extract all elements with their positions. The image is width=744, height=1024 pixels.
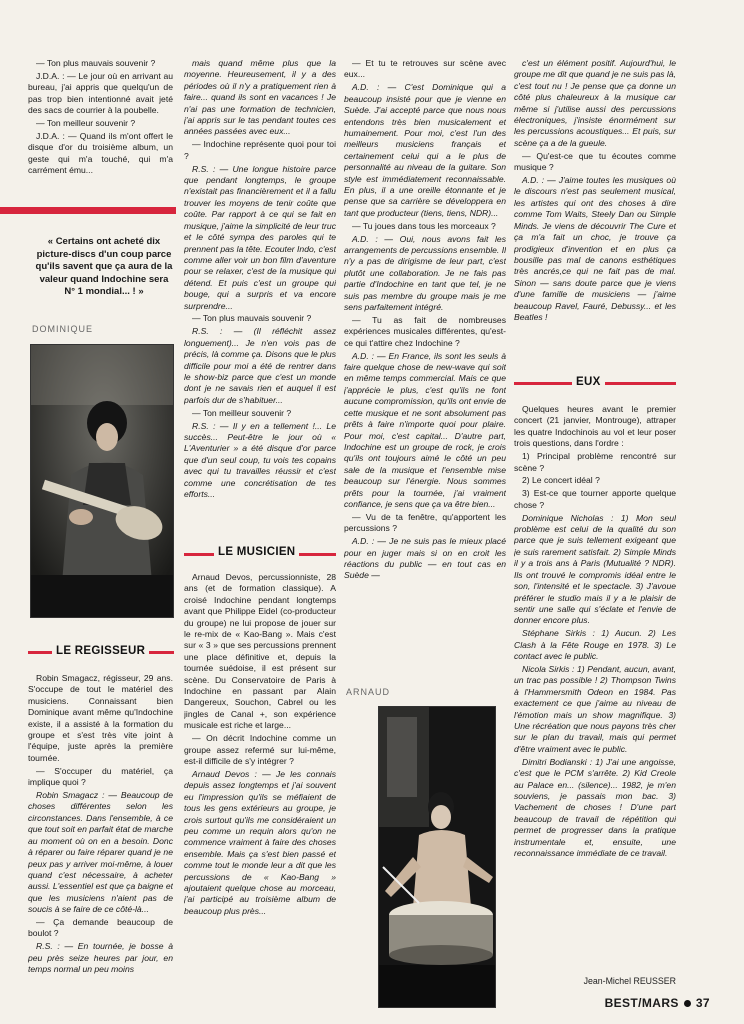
paragraph: Nicola Sirkis : 1) Pendant, aucun, avant, un trac pas possible ! 2) Thompson Twins à l'Hammersmith Odeon en 1984. Pas exactement ce que j'aime au niveau de l'émotion mais un show magnifique. 3) Une récréation que nous payons très cher sur le plan du travail, mais qui permet d'être vraiment avec le public. <box>514 663 676 754</box>
column-4-top <box>514 58 676 358</box>
paragraph: R.S. : — Une longue histoire parce que pendant longtemps, le groupe n'existait pas financièrement et il a fallu trouver les moyens de tenir coûte que coûte. Par rapport à ce qui se fait en musique, j'aime la simplicité de leur truc et le côté sympa des paroles qui te prennent pas la tête. Ecouter Indo, c'est comme aller voir un bon film d'aventure pour se relaxer, c'est de la musique qui détend. Et puis c'est un groupe qui bouge, qui a surpris et va encore surprendre... <box>184 163 336 311</box>
paragraph: Dominique Nicholas : 1) Mon seul problème est celui de la qualité du son parce que je suis tellement exigeant que je suis rarement satisfait. 2) Simple Minds il y a trois ans à Paris (Mutualité ? NDR). Ils ont trouvé le compromis idéal entre le son, l'intensité et le spectacle. 3) J'avoue préférer le studio mais il y a le plaisir de sentir une salle qui s'éclate et l'envie de donner encore plus. <box>514 512 676 626</box>
paragraph: Arnaud Devos : — Je les connais depuis assez longtemps et j'ai souvent eu l'impression qu'ils se méfiaient de tous les gens extérieurs au groupe, je crois surtout qu'ils me considéraient un peu comme un requin alors qu'on ne commence vraiment à faire des choses ensemble. Mais ça s'est bien passé et comme tout le monde leur a dit que les percussions de « Kao-Bang » ajoutaient quelque chose au morceau, j'ai participé au troisième album de beaucoup plus près... <box>184 768 336 916</box>
paragraph: A.D. : — Oui, nous avons fait les arrangements de percussions ensemble. Il n'y a pas de dirigisme de leur part, c'est plutôt une collaboration. Je ne fais pas partie d'Indochine en tant que tel, je ne suis pas membre du groupe mais je me sens parfaitement intégré. <box>344 233 506 313</box>
page-number: 37 <box>695 996 710 1010</box>
paragraph: — Indochine représente quoi pour toi ? <box>184 139 336 161</box>
red-divider <box>0 207 176 214</box>
column-3 <box>344 58 506 690</box>
paragraph: 3) Est-ce que tourner apporte quelque chose ? <box>514 488 676 510</box>
photo-arnaud-percussionist <box>378 706 496 1008</box>
paragraph: — Ton plus mauvais souvenir ? <box>192 313 312 324</box>
paragraph: J.D.A. : — Le jour où en arrivant au bureau, j'ai appris que quelqu'un de pas trop bien intentionné avait jeté des sacs de courrier à la poubelle. <box>28 70 173 116</box>
column-4-bottom <box>514 404 676 960</box>
guitarist-image <box>31 345 174 618</box>
paragraph: — S'occuper du matériel, ça implique quoi ? <box>28 765 173 788</box>
paragraph: Robin Smagacz, régisseur, 29 ans. S'occupe de tout le matériel des musiciens. Connaissant bien Dominique avant même qu'Indochine existe, il a assisté à la formation du groupe et s'est très vite joint à l'équipe, juste après la première tournée. <box>28 673 173 763</box>
column-1-top <box>28 58 173 193</box>
paragraph: 2) Le concert idéal ? <box>522 475 600 486</box>
paragraph: — Ton meilleur souvenir ? <box>36 118 136 129</box>
paragraph: Robin Smagacz : — Beaucoup de choses différentes selon les circonstances. Dans l'ensemble, à ce que tout soit en parfait état de marche au moment où on en a besoin. Donc à réparer ou faire réparer quand je ne peux pas y arriver moi-même, à louer quand c'est nécessaire, à acheter aussi. L'essentiel est que ça baigne et que les musiciens n'aient pas de soucis à se faire de ce côté-là... <box>28 790 173 915</box>
paragraph: mais quand même plus que la moyenne. Heureusement, il y a des périodes où il n'y a pratiquement rien à faire... quand ils sont en vacances ! Je n'ai pas une formation de technicien, j'ai appris sur le tas pendant toutes ces années passées avec eux... <box>184 58 336 137</box>
photo-credit-arnaud: ARNAUD <box>346 687 391 697</box>
paragraph: — Tu as fait de nombreuses expériences musicales différentes, qu'est-ce qui t'attire chez Indochine ? <box>344 314 506 348</box>
paragraph: Stéphane Sirkis : 1) Aucun. 2) Les Clash à la Fête Rouge en 1978. 3) Le contact avec le public. <box>514 628 676 662</box>
column-2-bottom <box>184 572 336 1002</box>
paragraph: Quelques heures avant le premier concert (21 janvier, Montrouge), attraper les quatre Indochinois au vol et leur poser trois questions, dans l'ordre : <box>514 404 676 449</box>
photo-credit-dominique: DOMINIQUE <box>32 324 94 334</box>
paragraph: — On décrit Indochine comme un groupe assez refermé sur lui-même, est-il difficile de s'y intégrer ? <box>184 733 336 766</box>
column-1-bottom <box>28 673 173 995</box>
paragraph: — Vu de ta fenêtre, qu'apportent les percussions ? <box>344 511 506 534</box>
paragraph: A.D. : — J'aime toutes les musiques où le discours n'est pas seulement musical, les artistes qui ont des choses à dire comme Tom Waits, Steely Dan ou Simple Minds. Je viens de découvrir The Cure et ça m'a fait un choc, je trouve ça prodigieux d'invention et en plus ça bousille pas mal de canons esthétiques très ancrés,ce qui ne fait pas de mal. Sinon — sans doute parce que je viens d'une famille de musiciens — j'aime beaucoup Ravel, Fauré, Debussy... et les Beatles ! <box>514 175 676 322</box>
paragraph: — Ton meilleur souvenir ? <box>192 407 292 418</box>
page-footer <box>605 996 710 1010</box>
paragraph: — Tu joues dans tous les morceaux ? <box>352 220 496 231</box>
paragraph: A.D. : — En France, ils sont les seuls à faire quelque chose de new-wave qui soit en même temps commercial. Mais ce que j'apprécie le plus, c'est qu'ils ne font aucune compromission, qu'ils ont envie de cette musique et ne sont absolument pas prêts à faire n'importe quoi pour plaire. Pour moi, c'est capital... D'autre part, Indochine est un groupe de rock, je crois qu'ils ont toujours aimé le côté un peu sale de la musique et l'ensemble mise beaucoup sur l'énergie. Nous sommes prêts pour la tournée, j'ai vraiment confiance, je sens que ça va être bien... <box>344 350 506 509</box>
paragraph: — Ça demande beaucoup de boulot ? <box>28 917 173 939</box>
paragraph: A.D. : — Je ne suis pas le mieux placé pour en juger mais si on en croit les réactions du public — en tout cas en Suède — <box>344 536 506 581</box>
paragraph: — Et tu te retrouves sur scène avec eux... <box>344 58 506 80</box>
bullet-icon <box>684 1000 691 1007</box>
column-2-top <box>184 58 336 538</box>
paragraph: Dimitri Bodianski : 1) J'ai une angoisse, c'est que le PCM s'arrête. 2) Kid Creole au Palace en... (silence)... 1982, je m'en souviens, je passais mon bac. 3) Vachement de choses ! D'une part beaucoup de travail de répétition qui permet de progresser dans la pratique instrumentale et, ensuite, une reconnaissance immédiate de ce travail. <box>514 756 676 858</box>
paragraph: R.S. : — En tournée, je bosse à peu près seize heures par jour, en temps normal un peu moins <box>28 941 173 975</box>
heading-eux: EUX <box>572 376 605 388</box>
paragraph: c'est un élément positif. Aujourd'hui, le groupe me dit que quand je ne suis pas là, c'est tout nu ! Je pense que ça donne un côté plus chaleureux à la musique car même si j'utilise aussi des percussions électroniques, j'insiste énormément sur les percussions acoustiques... Et puis, sur scène ça a de la gueule. <box>514 58 676 148</box>
paragraph: 1) Principal problème rencontré sur scène ? <box>514 451 676 473</box>
paragraph: R.S. : — (Il réfléchit assez longuement)... Je n'en vois pas de précis, là comme ça. Disons que le plus difficile pour moi a été de rentrer dans le show-biz parce que c'est un monde dont je ne savais rien et auquel il est parfois dur de s'habituer... <box>184 326 336 405</box>
heading-regisseur: LE REGISSEUR <box>52 645 149 657</box>
author-signature: Jean-Michel REUSSER <box>583 976 676 986</box>
paragraph: — Ton plus mauvais souvenir ? <box>36 58 156 68</box>
paragraph: — Qu'est-ce que tu écoutes comme musique ? <box>514 150 676 173</box>
paragraph: R.S. : — Il y en a tellement !... Le succès... Peut-être le jour où « L'Aventurier » a été disque d'or parce que d'un seul coup, tu vois tes copains avec qui tu travailles réussir et c'est comme une concrétisation de tes efforts... <box>184 420 336 500</box>
heading-musicien: LE MUSICIEN <box>214 546 299 558</box>
percussionist-image <box>379 707 496 1008</box>
paragraph: A.D. : — C'est Dominique qui a beaucoup insisté pour que je vienne en Suède. J'ai accepté parce que nous nous entendons très bien musicalement et humainement. Pour moi, c'est l'un des meilleurs musiciens français et certainement celui qui a le plus de personnalité au niveau de la guitare. Son style est immédiatement reconnaissable. En plus, il a une oreille étonnante et je pense que sa carrière se développera en tant que producteur (tiens, tiens, NDR)... <box>344 82 506 218</box>
magazine-name: BEST/MARS <box>604 996 679 1010</box>
pull-quote: « Certains ont acheté dix picture-discs d'un coup parce qu'ils savent que ça aura de la valeur quand Indochine sera N° 1 mondial... ! » <box>35 236 173 298</box>
photo-dominique-guitarist <box>30 344 174 618</box>
paragraph: J.D.A. : — Quand ils m'ont offert le disque d'or du troisième album, un geste qui m'a touché, qui m'a carrément ému... <box>28 130 173 176</box>
paragraph: Arnaud Devos, percussionniste, 28 ans (et de formation classique). A croisé Indochine pendant longtemps avant que Philippe Eidel (co-producteur du groupe) ne lui propose de jouer sur le re-mix de « Kao-Bang ». Mais c'est sur « 3 » que ses percussions prennent une place définitive et, depuis la tournée suédoise, il est présent sur scène. Du Conservatoire de Paris à Indochine en passant par Alain Dangereux, Souchon, Cabrel ou les jingles de Canal +, son expérience musicale est riche et large... <box>184 572 336 731</box>
